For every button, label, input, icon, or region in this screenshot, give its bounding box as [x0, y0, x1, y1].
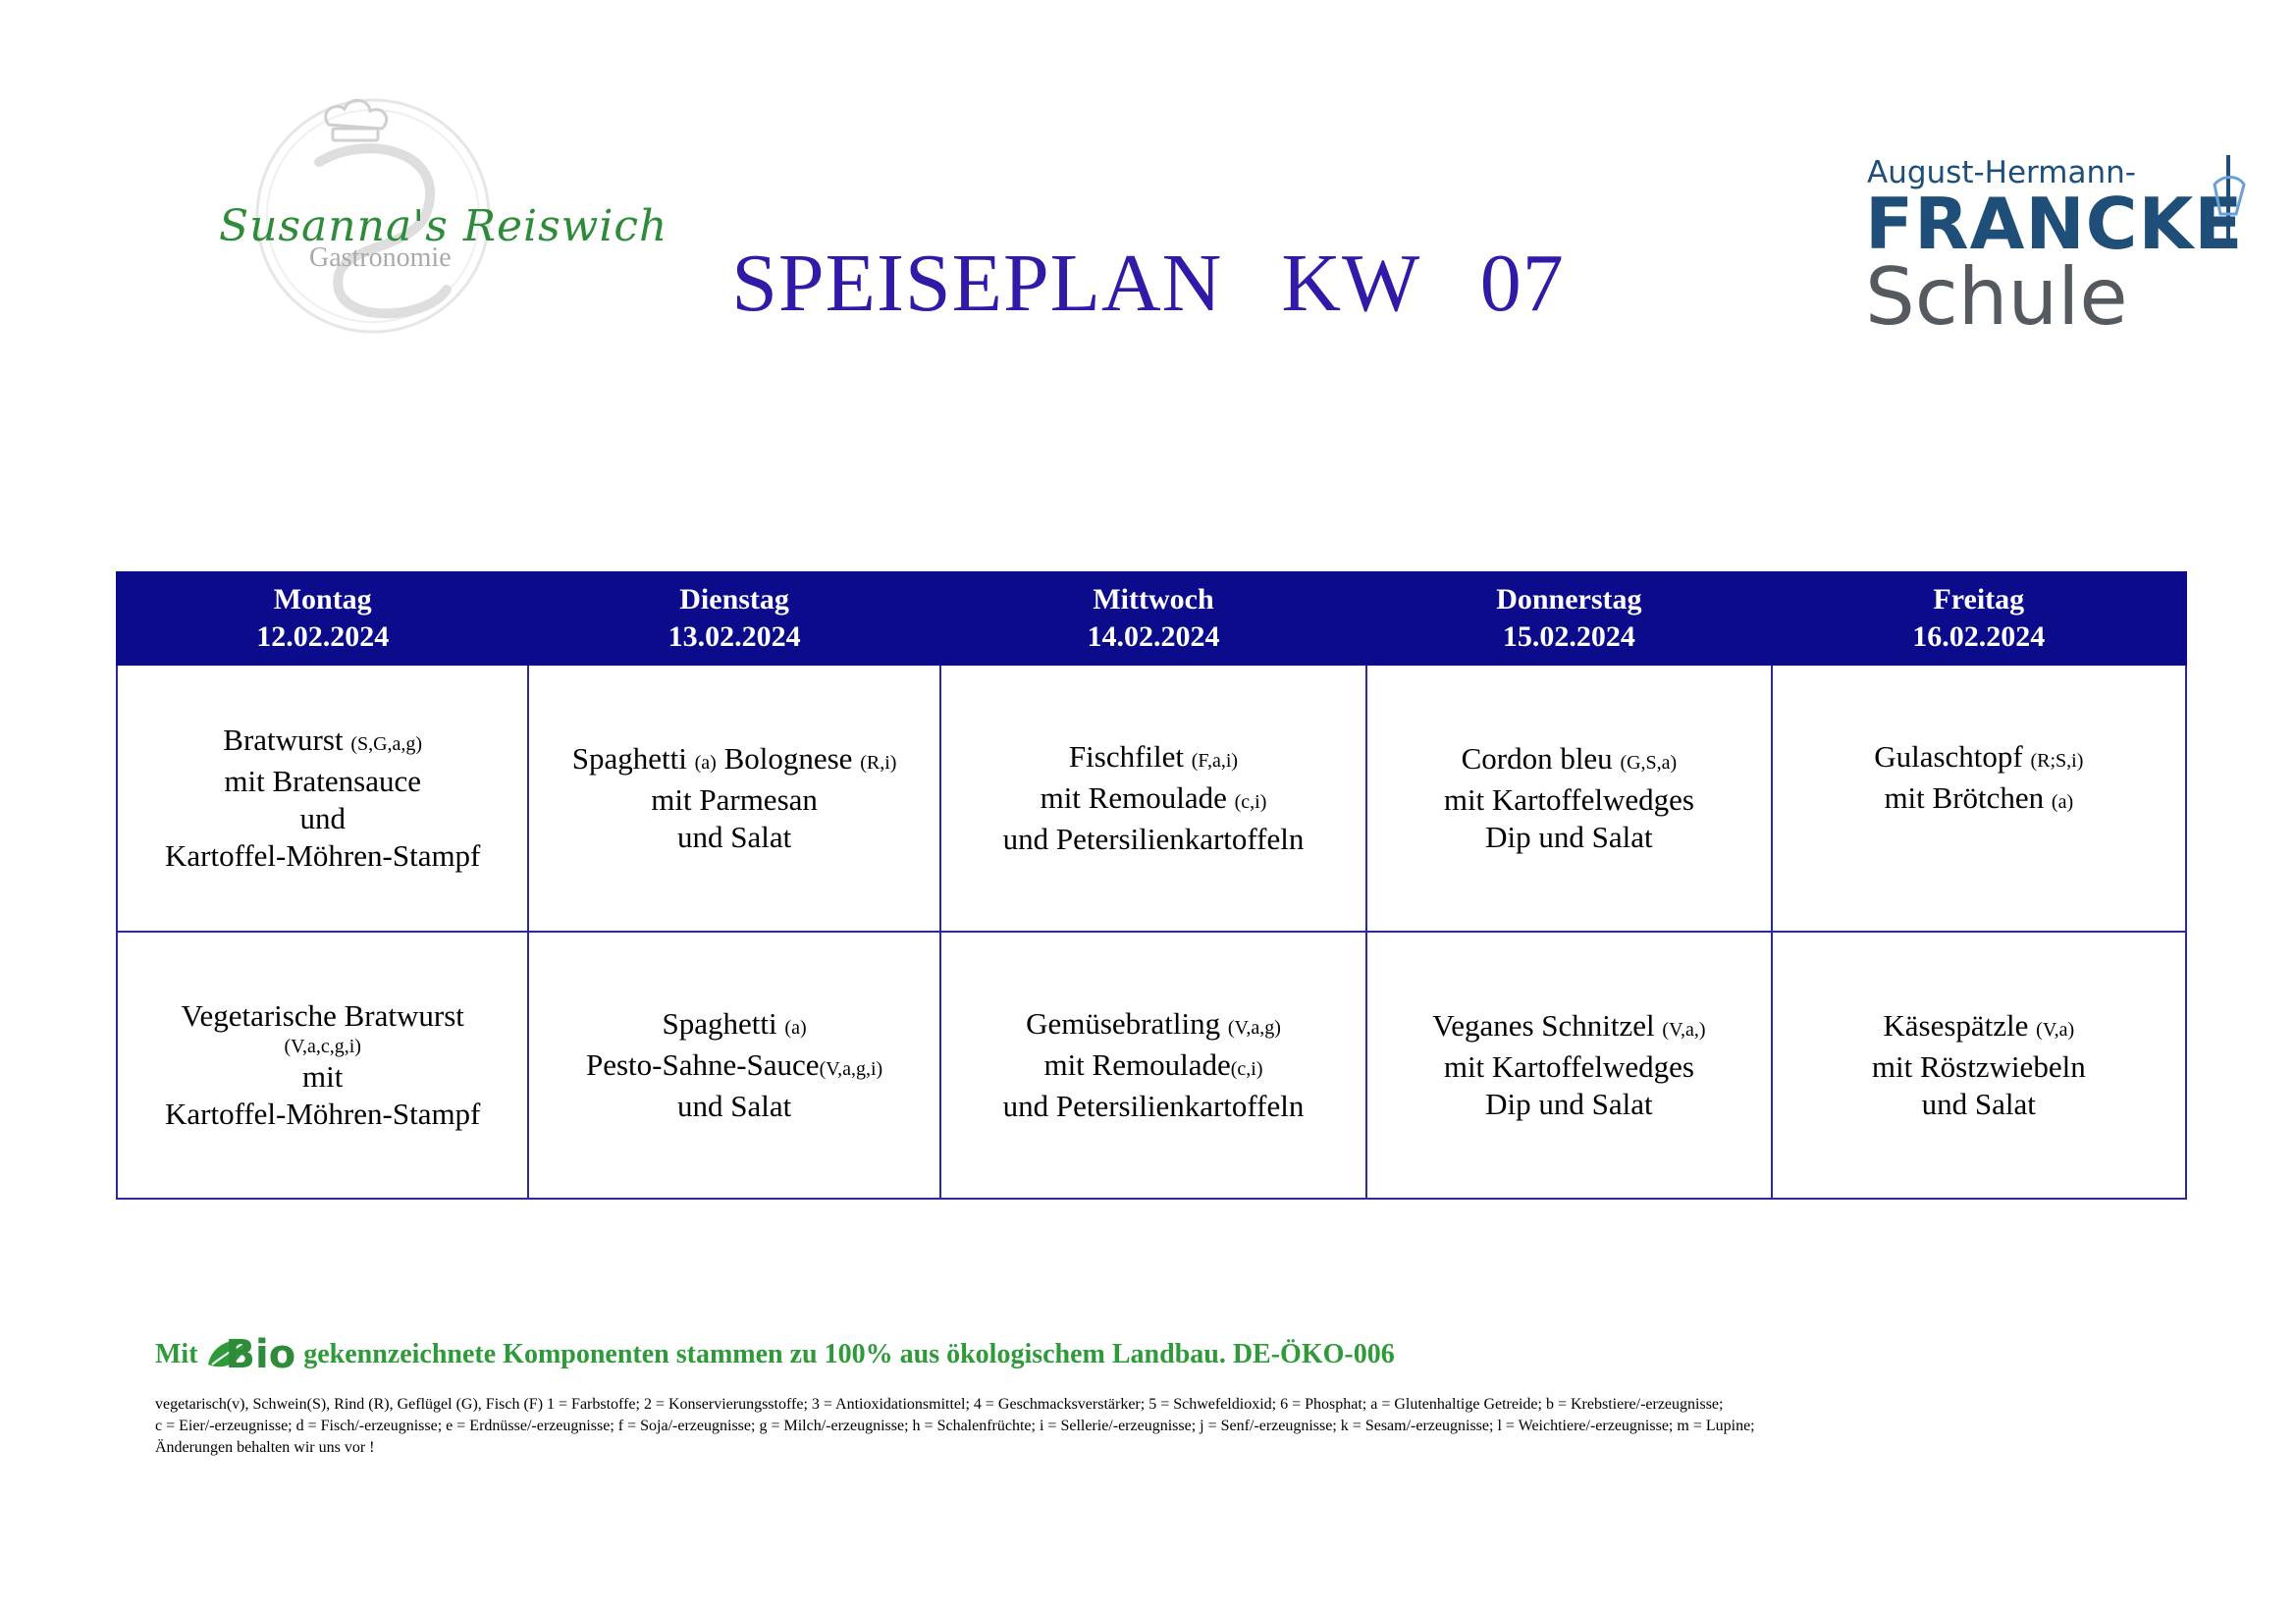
allergen-code: (R;S,i) [2030, 750, 2084, 772]
dish-line: mit Kartoffelwedges [1443, 1049, 1694, 1084]
dish-line [124, 722, 521, 763]
dish-line [947, 1046, 1360, 1088]
dish-text: mit Brötchen [1884, 780, 2052, 815]
allergen-code: (S,G,a,g) [350, 733, 423, 755]
dish-line [1373, 740, 1764, 781]
allergen-code: (c,i) [1234, 791, 1267, 813]
menu-table [116, 571, 2187, 1200]
dish-text: mit Remoulade [1040, 780, 1235, 815]
dish-line: Dip und Salat [1485, 820, 1653, 854]
menu-cell-friday-1 [1772, 665, 2186, 932]
dish-text: Pesto-Sahne-Sauce [585, 1047, 820, 1082]
menu-cell-wednesday-1 [940, 665, 1366, 932]
menu-cell-tuesday-2 [528, 932, 939, 1199]
dish-line: und Petersilienkartoffeln [1002, 1089, 1305, 1123]
dish-line: mit [302, 1059, 344, 1094]
allergen-code: (V,a) [2036, 1019, 2075, 1041]
day-header-wednesday [940, 572, 1366, 665]
dish-text: Käsespätzle [1883, 1008, 2037, 1043]
dish-line [535, 1046, 933, 1088]
allergen-code: (a) [2051, 791, 2074, 813]
dish-line [1779, 779, 2179, 821]
menu-cell-wednesday-2 [940, 932, 1366, 1199]
bio-prefix: Mit [155, 1339, 198, 1369]
menu-cell-thursday-2 [1366, 932, 1771, 1199]
menu-row-1 [117, 665, 2186, 932]
table-header-row [117, 572, 2186, 665]
dish-line [535, 1005, 933, 1046]
dish-line [947, 738, 1360, 779]
dish-line [1779, 738, 2179, 779]
dish-text: mit Remoulade [1043, 1047, 1231, 1082]
day-header-thursday [1366, 572, 1771, 665]
dish-text: Spaghetti [571, 741, 695, 776]
dish-line [947, 1005, 1360, 1046]
day-date: 14.02.2024 [1087, 620, 1220, 653]
dish-line: mit Kartoffelwedges [1443, 782, 1694, 817]
bio-text: gekennzeichnete Komponenten stammen zu 100% aus ökologischem Landbau. DE-ÖKO-006 [303, 1339, 1395, 1369]
dish-line [535, 740, 933, 781]
menu-cell-tuesday-1 [528, 665, 939, 932]
allergen-code: (a) [694, 752, 717, 774]
dish-text: Gulaschtopf [1874, 739, 2031, 774]
day-name: Mittwoch [1093, 583, 1214, 616]
dish-text: Veganes Schnitzel [1432, 1008, 1663, 1043]
school-logo-line1: August-Hermann- [1867, 155, 2136, 190]
title-text: SPEISEPLAN [731, 238, 1223, 329]
dish-line: Vegetarische Bratwurst [181, 998, 464, 1033]
allergen-legend [155, 1394, 2158, 1459]
dish-text: Bolognese [716, 741, 861, 776]
menu-cell-monday-1 [117, 665, 528, 932]
legend-line-2: c = Eier/-erzeugnisse; d = Fisch/-erzeugnisse; e = Erdnüsse/-erzeugnisse; f = Soja/-erzeugnisse; g = Milch/-erzeugnisse; h = Schalenfrüchte; i = Sellerie/-erzeugnisse; j = Senf/-erzeugnisse; k = Sesam/-erzeugnisse; l = Weichtiere/-erzeugnisse; m = Lupine; [155, 1418, 1755, 1434]
day-header-tuesday [528, 572, 939, 665]
allergen-code: (F,a,i) [1191, 750, 1239, 772]
legend-line-3: Änderungen behalten wir uns vor ! [155, 1439, 375, 1456]
dish-line: mit Bratensauce [224, 764, 421, 798]
dish-line: Kartoffel-Möhren-Stampf [165, 838, 481, 873]
school-logo-line3: Schule [1865, 251, 2128, 343]
allergen-code: (c,i) [1230, 1058, 1263, 1080]
day-date: 13.02.2024 [667, 620, 801, 653]
dish-line-spacer [1779, 821, 2179, 858]
allergen-code: (V,a,) [1662, 1019, 1706, 1041]
menu-cell-monday-2 [117, 932, 528, 1199]
caterer-brand-subtitle: Gastronomie [309, 242, 452, 273]
dish-text: Spaghetti [662, 1006, 785, 1041]
day-date: 16.02.2024 [1912, 620, 2046, 653]
dish-line [1373, 1007, 1764, 1048]
allergen-code: (V,a,c,g,i) [284, 1036, 361, 1057]
dish-line [1779, 1007, 2179, 1048]
school-logo-line2: FRANCKE [1865, 183, 2244, 265]
bio-notice [155, 1333, 1395, 1376]
allergen-code: (V,a,g) [1227, 1017, 1281, 1039]
dish-line: und Salat [676, 820, 792, 854]
dish-text: Bratwurst [223, 723, 351, 757]
day-header-friday [1772, 572, 2186, 665]
bio-badge [206, 1333, 296, 1376]
legend-line-1: vegetarisch(v), Schwein(S), Rind (R), Geflügel (G), Fisch (F) 1 = Farbstoffe; 2 = Konservierungsstoffe; 3 = Antioxidationsmittel; 4 = Geschmacksverstärker; 5 = Schwefeldioxid; 6 = Phosphat; a = Glutenhaltige Getreide; b = Krebstiere/-erzeugnisse; [155, 1396, 1724, 1413]
allergen-code: (V,a,g,i) [819, 1058, 883, 1080]
torch-icon [2207, 155, 2246, 253]
caterer-brand-name: Susanna's Reiswich [219, 201, 668, 251]
day-name: Montag [273, 583, 372, 616]
bio-word: Bio [225, 1332, 296, 1377]
dish-line [947, 779, 1360, 821]
menu-cell-thursday-1 [1366, 665, 1771, 932]
day-date: 12.02.2024 [256, 620, 390, 653]
dish-line: und Salat [1921, 1087, 2036, 1121]
day-header-monday [117, 572, 528, 665]
day-date: 15.02.2024 [1502, 620, 1635, 653]
menu-cell-friday-2 [1772, 932, 2186, 1199]
dish-text: Fischfilet [1068, 739, 1192, 774]
dish-text: Gemüsebratling [1026, 1006, 1228, 1041]
school-logo [1865, 155, 2258, 343]
allergen-code: (R,i) [860, 752, 897, 774]
day-name: Dienstag [679, 583, 789, 616]
dish-text: Cordon bleu [1461, 741, 1621, 776]
dish-line: Kartoffel-Möhren-Stampf [165, 1097, 481, 1131]
dish-line: und Salat [676, 1089, 792, 1123]
day-name: Freitag [1933, 583, 2025, 616]
allergen-code: (a) [784, 1017, 807, 1039]
title-week: KW 07 [1281, 238, 1565, 329]
day-name: Donnerstag [1496, 583, 1642, 616]
dish-line: und Petersilienkartoffeln [1002, 822, 1305, 856]
dish-line: mit Parmesan [651, 782, 818, 817]
dish-line: mit Röstzwiebeln [1871, 1049, 2086, 1084]
dish-line: Dip und Salat [1485, 1087, 1653, 1121]
menu-row-2 [117, 932, 2186, 1199]
allergen-code: (G,S,a) [1620, 752, 1678, 774]
dish-line: und [299, 801, 346, 835]
